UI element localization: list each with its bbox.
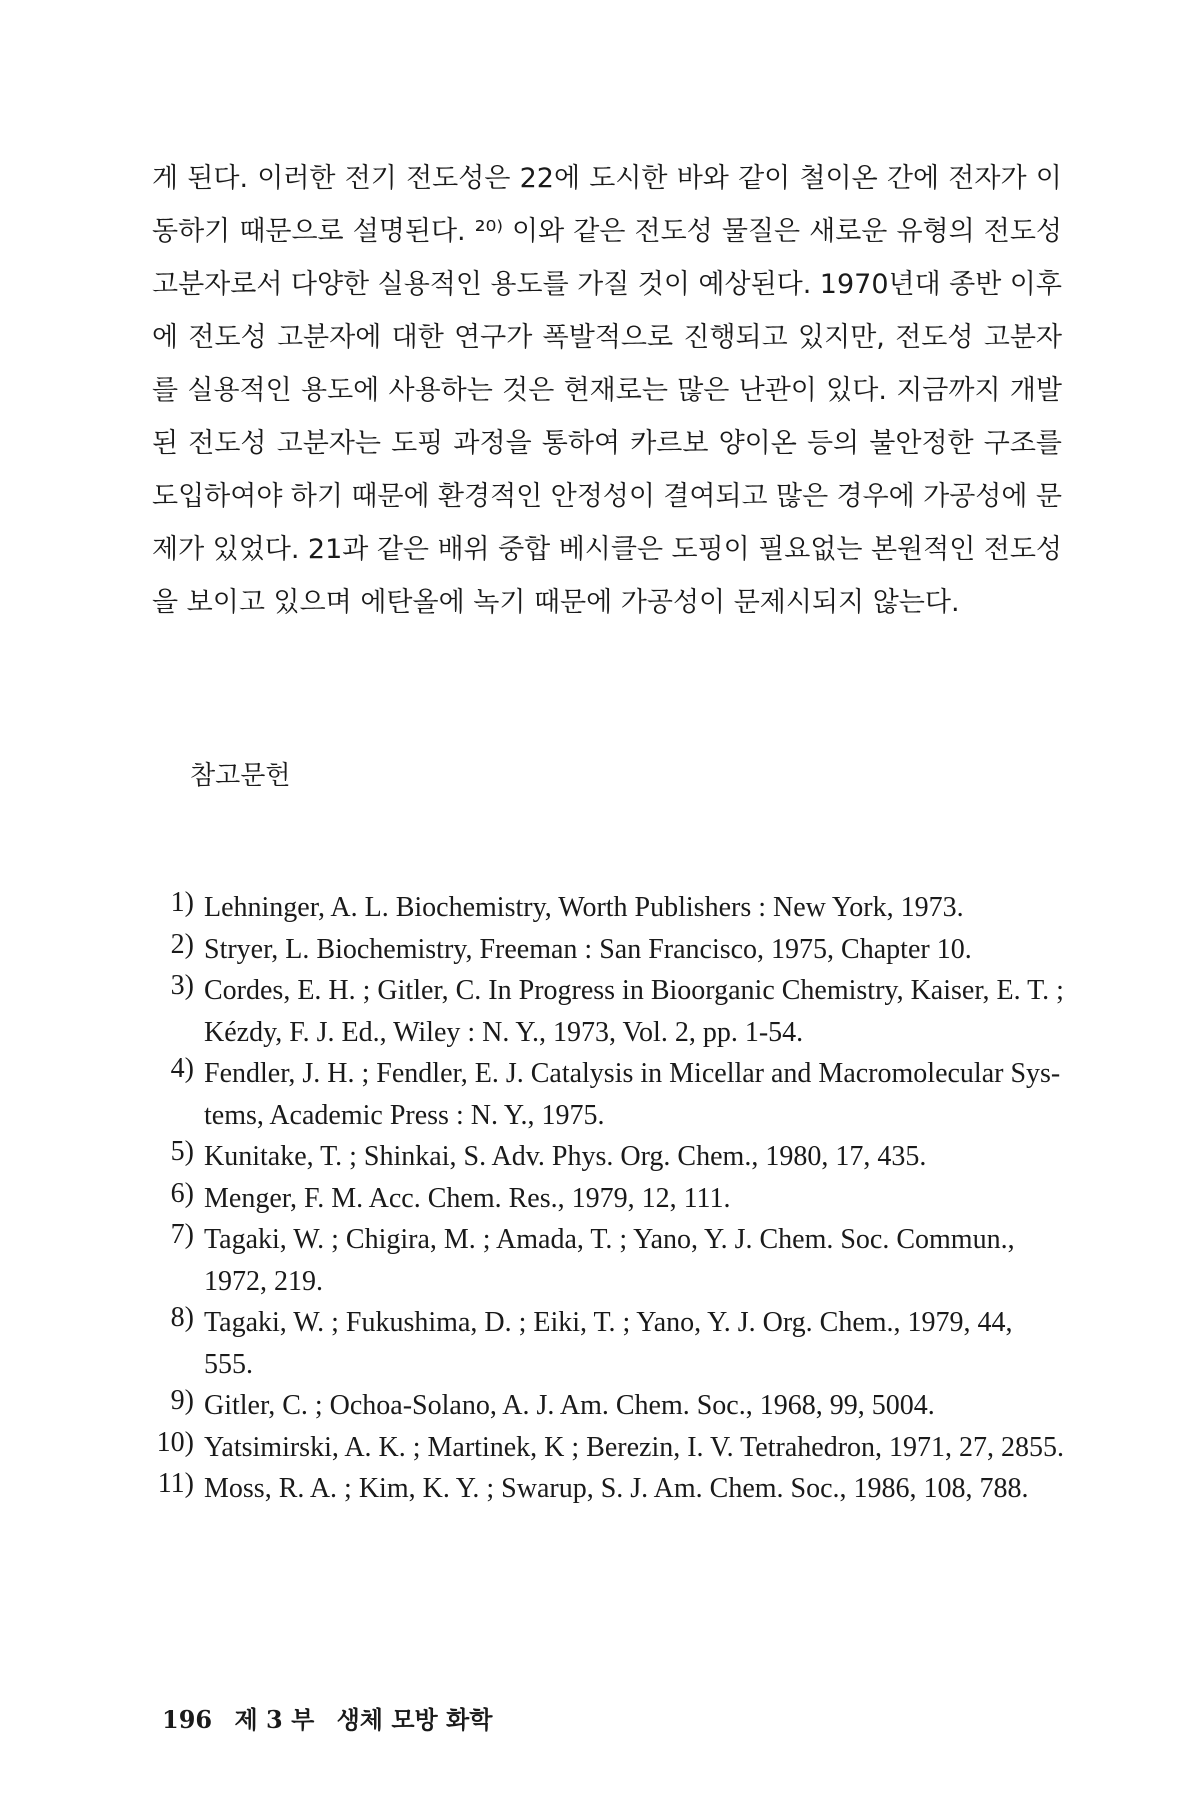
reference-number: 8): [170, 1302, 194, 1333]
reference-item: [152, 970, 1072, 1053]
reference-item: [152, 887, 1072, 929]
body-line: 동하기 때문으로 설명된다. ²⁰⁾ 이와 같은 전도성 물질은 새로운 유형의 전도성: [152, 216, 1062, 247]
page-footer: [162, 1700, 506, 1735]
body-text: [152, 152, 1062, 629]
reference-item: [152, 1385, 1072, 1427]
reference-item: [152, 1468, 1072, 1510]
reference-text-continued: 1972, 219.: [204, 1265, 323, 1297]
reference-text: Kunitake, T. ; Shinkai, S. Adv. Phys. Org. Chem., 1980, 17, 435.: [204, 1141, 927, 1172]
reference-number: 9): [170, 1385, 194, 1416]
part-label: 제 3 부: [234, 1705, 315, 1734]
reference-text: Tagaki, W. ; Fukushima, D. ; Eiki, T. ; Yano, Y. J. Org. Chem., 1979, 44,: [204, 1307, 1013, 1338]
reference-number: 11): [157, 1468, 194, 1499]
reference-number: 5): [170, 1136, 194, 1167]
reference-text: Cordes, E. H. ; Gitler, C. In Progress in Bioorganic Chemistry, Kaiser, E. T. ;: [204, 975, 1064, 1006]
body-line: 제가 있었다. 21과 같은 배위 중합 베시클은 도핑이 필요없는 본원적인 전도성: [152, 534, 1062, 565]
reference-item: [152, 1178, 1072, 1220]
reference-text: Moss, R. A. ; Kim, K. Y. ; Swarup, S. J. Am. Chem. Soc., 1986, 108, 788.: [204, 1473, 1029, 1504]
reference-number: 3): [170, 970, 194, 1001]
reference-item: [152, 1053, 1072, 1136]
reference-item: [152, 1136, 1072, 1178]
reference-text-continued: 555.: [204, 1348, 253, 1380]
reference-text-continued: tems, Academic Press : N. Y., 1975.: [204, 1099, 605, 1131]
reference-item: [152, 1302, 1072, 1385]
body-line: 도입하여야 하기 때문에 환경적인 안정성이 결여되고 많은 경우에 가공성에 문: [152, 481, 1062, 512]
body-line: 게 된다. 이러한 전기 전도성은 22에 도시한 바와 같이 철이온 간에 전자가 이: [152, 163, 1062, 194]
reference-text: Tagaki, W. ; Chigira, M. ; Amada, T. ; Yano, Y. J. Chem. Soc. Commun.,: [204, 1224, 1015, 1255]
reference-text: Menger, F. M. Acc. Chem. Res., 1979, 12, 111.: [204, 1182, 731, 1214]
reference-number: 7): [170, 1219, 194, 1250]
body-line-last: 을 보이고 있으며 에탄올에 녹기 때문에 가공성이 문제시되지 않는다.: [152, 587, 960, 618]
reference-number: 10): [156, 1426, 194, 1458]
body-line: 를 실용적인 용도에 사용하는 것은 현재로는 많은 난관이 있다. 지금까지 개발: [152, 375, 1062, 406]
reference-item: [152, 1427, 1072, 1469]
reference-item: [152, 1219, 1072, 1302]
references-heading: 참고문헌: [190, 761, 291, 791]
reference-list: [152, 887, 1072, 1510]
reference-number: 6): [170, 1177, 194, 1209]
page-number: 196: [162, 1705, 213, 1734]
body-line: 고분자로서 다양한 실용적인 용도를 가질 것이 예상된다. 1970년대 종반 이후: [152, 269, 1062, 300]
reference-text-continued: Kézdy, F. J. Ed., Wiley : N. Y., 1973, Vol. 2, pp. 1-54.: [204, 1016, 804, 1048]
reference-number: 2): [170, 928, 194, 960]
chapter-title: 생체 모방 화학: [336, 1705, 493, 1734]
body-line: 된 전도성 고분자는 도핑 과정을 통하여 카르보 양이온 등의 불안정한 구조를: [152, 428, 1062, 459]
reference-number: 1): [170, 887, 194, 918]
reference-item: [152, 929, 1072, 971]
reference-text: Stryer, L. Biochemistry, Freeman : San Francisco, 1975, Chapter 10.: [204, 933, 972, 965]
body-line: 에 전도성 고분자에 대한 연구가 폭발적으로 진행되고 있지만, 전도성 고분자: [152, 322, 1062, 353]
reference-text: Yatsimirski, A. K. ; Martinek, K ; Berezin, I. V. Tetrahedron, 1971, 27, 2855.: [204, 1431, 1065, 1463]
reference-number: 4): [170, 1053, 194, 1084]
reference-text: Gitler, C. ; Ochoa-Solano, A. J. Am. Chem. Soc., 1968, 99, 5004.: [204, 1390, 935, 1421]
reference-text: Lehninger, A. L. Biochemistry, Worth Publishers : New York, 1973.: [204, 892, 964, 923]
reference-text: Fendler, J. H. ; Fendler, E. J. Catalysis in Micellar and Macromolecular Sys-: [204, 1058, 1061, 1089]
